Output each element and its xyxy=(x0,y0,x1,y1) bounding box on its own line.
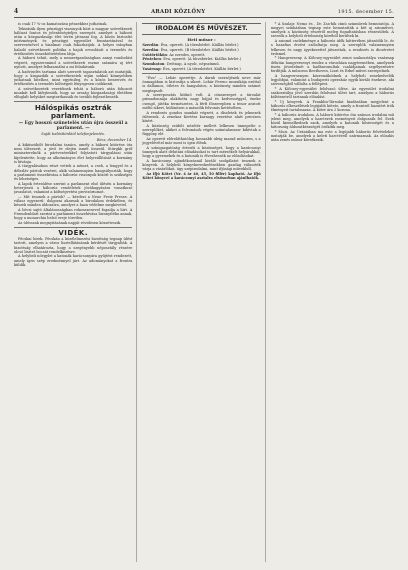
paragraph: — Mit tesznek a pártok? — kérdezi a Neue Freie Presse. A válasz egyszerű: dolgozni akarnak a birodalom érdekében, és készek minden áldozatra, amelyet a haza védelme megkövetel. xyxy=(14,194,133,208)
subheadline: — Egy hosszú szünetelés után újra összeül a parlament. — xyxy=(18,121,128,132)
paragraph: A karácsonyi ajándékozásnál kiváló szolgálatot tesznek a könyvek. A helybeli könyvkereskedésekben gazdag választék várja a vásárlókat, úgy szépirodalmi, mint ifjúsági művekből. xyxy=(142,158,261,171)
columns xyxy=(14,22,394,562)
paragraph: A szövetkezetek vezetőinek tehát a háború után fokozott munkát kell kifejteniök, hogy az ország közgazdasági életében elfoglalt helyüket megtarthassák és tovább fejleszthessék. xyxy=(14,86,133,100)
lead-article xyxy=(14,22,132,99)
paragraph: A lapok értesülése szerint a parlament első ülésén a kormány beterjeszti a háborús rendeletek jóváhagyására vonatkozó javaslatot, valamint a költségvetési provizóriumot. xyxy=(14,181,133,194)
paragraph: * A háborús irodalom. A háború kitörése óta számos irodalmi mű jelent meg, amelyek a harcterek eseményeit dolgozzák fel. Ezek közül kiemelkednek azok, amelyek a katonák hősiességét és a hátország áldozatkészségét örökítik meg. xyxy=(270,112,394,130)
article-body xyxy=(14,143,132,225)
paragraph: A színigazgatóság értesíti a közönséget, hogy a karácsonyi ünnepek alatt délutáni előadásokat is tart mérsékelt helyárakkal, hogy a gyermekek és a katonák is élvezhessék az előadásokat. xyxy=(142,145,261,158)
paper-title: ARADI KÖZLÖNY xyxy=(151,9,206,15)
paragraph: A rendezés gondos munkát végzett, a díszletek és jelmezek ízlésesek. A zenekar Kertész karnagy vezetése alatt precízen kísért. xyxy=(142,110,261,123)
dateline: Bécs, december 14. xyxy=(96,138,133,143)
issue-date: 1915. december 15. xyxy=(337,9,394,15)
review-body xyxy=(142,76,260,171)
column-right xyxy=(271,22,394,562)
paragraph: Tekintsük ilyen pénzügyi viszonyok közt a magyar szövetkezeti hálózat fontos és jelentőségteljes szerepét, amelyet a háború után a közgazdasági élet terén játszani fog. A közös biztosító intézmények és pénzügyi egyesület fenntartásával és szervezésével a bizalmat csak fokozhatjuk. A helyes irányban haladó szövetkezeti politika a bajok orvoslását a termelés és értékesítés összeköttetésben látja. xyxy=(14,26,133,56)
paragraph: A hangversenyen közreműködnek a helybeli zenekedvelők legjobbjai, valamint a budapesti operaház egyik kiváló énekese, aki szívességből vállalta a fellépést. xyxy=(270,73,394,86)
paragraph: is csak 17 %-os kamatozásu pénzekhez juthatnak. xyxy=(18,22,108,26)
divider xyxy=(14,227,132,228)
program-item: Pénteken: Éva, operett. (A tőrzsbérlet. Kiállás bérlet.) xyxy=(142,57,242,62)
program-item: Vasárnap: Éva, operett. (A tőrzsbérlet. Kiállás bérlet.) xyxy=(142,66,241,71)
divider xyxy=(14,101,132,102)
paragraph: A kiküszöbölt birodalmi tanács, amely a háború kitörése óta nem ülésezett, a jövő év elején ismét összeül. Stürgkh gróf miniszterelnök a pártvezérekkel folytatott tárgyalásai után kijelentette, hogy az alkotmányos élet helyreállítását a kormány is kívánja. xyxy=(14,143,133,164)
page-number: 4 xyxy=(14,8,19,15)
headline: Hálóspikás osztrák parlament. xyxy=(34,103,112,121)
paragraph: A háború tehát, mely a nemzetgazdaságban annyi rombolást végzett, egyszersmind a szövetkezeti eszme számára uj tért nyitott, amelyet felhasználni a mi feladatunk. xyxy=(14,56,133,69)
paragraph: * A Szalajr. Nemo és , Dr. Zsa-bik címü szinművek bemutatója. A megyei színházban tegnap este bemutatták a két uj szinművet, amelyek a közönség részéről meleg fogadtatásban részesültek. A szerzők a helybeli értelmiség köréből kerültek ki. xyxy=(270,22,394,39)
program-item: Csütörtökön: Az ezredes, operett. xyxy=(142,52,206,57)
divider xyxy=(142,73,260,74)
paragraph: "Éva" — Lehár operettje. A darab szerzőjének neve már önmagában is biztosítja a sikert. Lehár Ferenc muzsikája ezúttal is dallamos, ötletes és hangulatos, a közönség minden számot megtapsolt. xyxy=(142,76,261,93)
paragraph: * Hangverseny. A Kölcsey-egyesület zenei szakosztálya vasárnap délután hangversenyt rendez a városháza nagytermében, amelynek tiszta jövedelmét a hadbavonultak családjainak segélyezésére fordítják. A műsoron Beethoven, Liszt és Erkel művei szerepelnek. xyxy=(270,56,394,73)
section-title-irodalom: IRODALOM ÉS MŰVÉSZET. xyxy=(142,23,260,35)
paragraph: A közönség zsúfolt nézőtér mellett lelkesen ünnepelte a szereplőket, akiket a felvonások végén számtalanszor kihívtak a függöny elé. xyxy=(142,123,261,136)
program-label: Heti műsor : xyxy=(187,36,216,42)
masthead xyxy=(14,8,394,18)
paragraph: A hadviselés tartama alatt szerzett tapasztalatok azt mutatják, hogy a kisgazdák a szövetkezetek utján sokkal könnyebben juthatnak hitelhez, mint egyénileg, és a közös beszerzés és értékesítés a termelés költségeit lényegesen csökkenti. xyxy=(14,69,133,86)
paragraph: A tárgyalásokon részt vettek a német, a cseh, a lengyel és a délszláv pártok vezérei, akik valamennyien hangsúlyozták, hogy a parlament összehívása a háborús viszonyok között is szükséges és lehetséges. xyxy=(14,164,133,181)
column-left xyxy=(14,22,137,562)
paragraph: Az operett előreláthatólag hosszabb ideig marad műsoron, s a jegyelővétel már most is igen élénk. xyxy=(142,136,261,145)
program-item: Szombaton: Drótnap, A nyolc, népszínmű. xyxy=(142,62,220,67)
program-item: Szerdán: Éva, operett. (A tőrzsbérlet. Kiállás bérlet.) xyxy=(142,43,239,48)
paragraph: A bécsi sajtó általánosságban rokonszenvvel fogadja a hírt. A Fremdenblatt szerint a parlament összehívása bizonyítéka annak, hogy a monarchia belső ereje töretlen. xyxy=(14,207,133,221)
paragraph: * Uj könyvek. A Franklin-Társulat kiadásában megjelent a háborús elbeszélések legújabb kötete, amely a frontról hazatért írók élményeit tartalmazza. A kötet ára 2 korona. xyxy=(270,99,394,113)
paragraph: * A Kölcsey-egyesület felolvasó ülése. Az egyesület irodalmi szakosztálya jövő szerdán felolvasó ülést tart, amelyen a háborús költészetről tartanak előadást. xyxy=(270,86,394,100)
paragraph: Az ülésszak megnyitásának napját rövidesen közzéteszik. xyxy=(18,220,122,225)
byline: Saját tudósítónktól telefonjelentés. xyxy=(41,132,106,137)
program-list xyxy=(142,43,260,71)
paragraph: A szinmű cselekménye a háborús idők hátterében játszódik le, és a hazafias érzést szólaltatja meg. A szereplők valamennyien lelkesen és nagy igyekezettel játszottak, a rendezés is dicséretet érdemel. xyxy=(270,39,394,56)
paragraph: A szereposztás kitűnő volt. A címszerepet a társulat primadonnája alakította nagy bájjal és kedvességgel, éneke csengő, játéka természetes. A férfi főszerepben a tenor aratott méltó sikert, különösen a második felvonás kettősében. xyxy=(142,93,261,110)
program-item: Szerdán: Éva, operett. (B tőrzsbérlet. Kiállás bérlet.) xyxy=(142,47,239,52)
notice: Az Ifjú Kötet (Nr. 4 ár 40, 45, 50 fillér) kapható. Az Ifjú Kötet könyvei a karácsonyi asztalra elsősorban ajánlhatók. xyxy=(142,171,261,180)
section-title-videk: VIDÉK. xyxy=(58,229,89,238)
paragraph: * Mozi. Az Urániában ma este a legújabb háborús felvételeket mutatják be, amelyek a keleti harctérről származnak. Az előadás után zenés műsor következik. xyxy=(270,130,394,143)
column-middle xyxy=(142,22,265,562)
paragraph: A helybeli nőegylet a katonák karácsonyára gyűjtést rendezett, amely igen szép eredménnyel járt. Az adományokat a frontra küldik. xyxy=(14,254,133,267)
paragraph: Pécskai hírek. Pécskán a közélelmezési bizottság tegnap ülést tartott, amelyen a város lisztellátásának kérdését tárgyalták. A bizottság elhatározta, hogy a szegényebb néposztály részére olcsó lisztet bocsát rendelkezésre. xyxy=(14,237,133,254)
